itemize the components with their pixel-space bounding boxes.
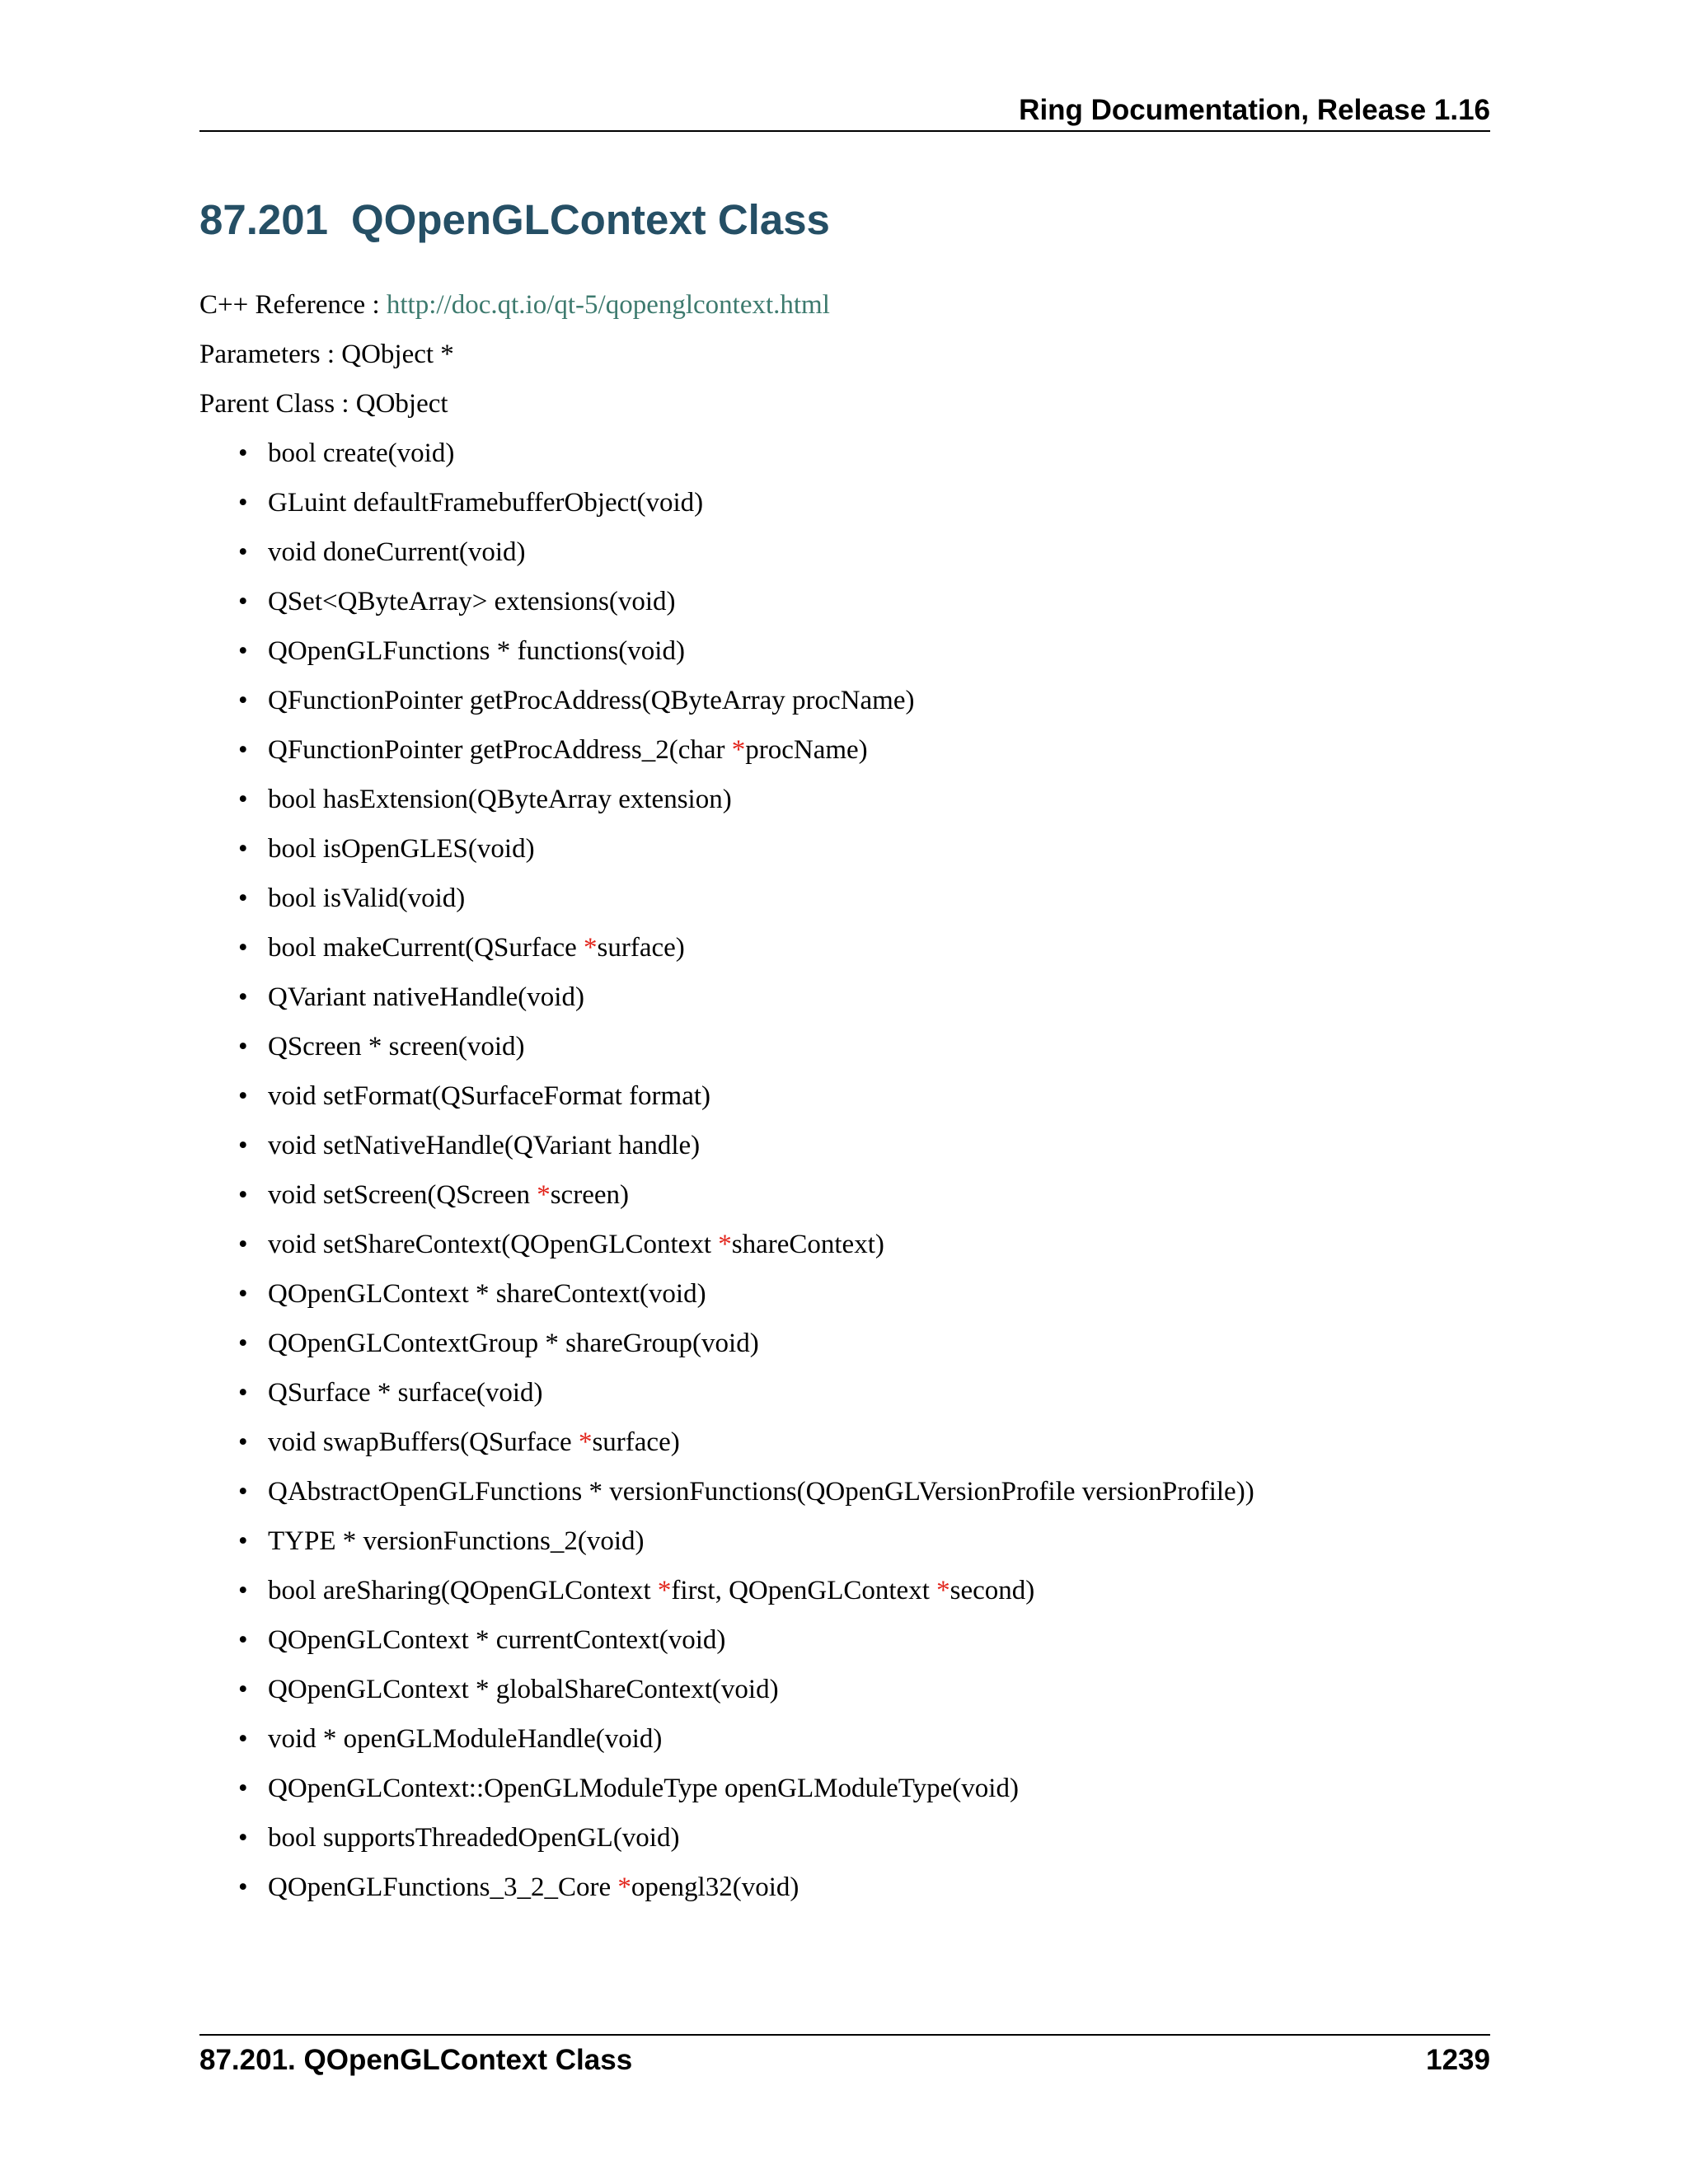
method-signature-text: shareContext)	[731, 1230, 884, 1259]
bullet-icon: •	[238, 1032, 248, 1062]
method-signature-text: second)	[950, 1576, 1035, 1605]
bullet-icon: •	[238, 636, 248, 666]
header-divider	[199, 130, 1490, 132]
bullet-icon: •	[238, 1774, 248, 1803]
pointer-star: *	[584, 933, 598, 963]
method-item	[199, 1764, 1254, 1813]
running-header: Ring Documentation, Release 1.16	[1019, 94, 1490, 126]
bullet-icon: •	[238, 1526, 248, 1556]
method-signature-text: bool create(void)	[268, 438, 455, 468]
cpp-reference-link[interactable]: http://doc.qt.io/qt-5/qopenglcontext.html	[386, 290, 830, 320]
pointer-star: *	[657, 1576, 672, 1605]
method-signature-text: bool isOpenGLES(void)	[268, 834, 535, 864]
method-signature-text: QOpenGLFunctions_3_2_Core	[268, 1872, 618, 1902]
method-item	[199, 824, 1254, 874]
method-item	[199, 1467, 1254, 1516]
method-item	[199, 725, 1254, 775]
method-item	[199, 577, 1254, 626]
parent-class-line: Parent Class : QObject	[199, 389, 448, 419]
bullet-icon: •	[238, 1724, 248, 1754]
method-item	[199, 1665, 1254, 1714]
method-signature-text: void setShareContext(QOpenGLContext	[268, 1230, 719, 1259]
bullet-icon: •	[238, 1081, 248, 1111]
parameters-line: Parameters : QObject *	[199, 340, 454, 369]
method-signature-text: bool isValid(void)	[268, 883, 466, 913]
method-item	[199, 1516, 1254, 1566]
method-signature-text: surface)	[597, 933, 685, 963]
method-item	[199, 1170, 1254, 1220]
method-signature-text: QSet<QByteArray> extensions(void)	[268, 587, 676, 616]
method-signature-text: QAbstractOpenGLFunctions * versionFunctions(QOpenGLVersionProfile versionProfile))	[268, 1477, 1254, 1507]
bullet-icon: •	[238, 488, 248, 518]
method-item	[199, 478, 1254, 527]
bullet-icon: •	[238, 537, 248, 567]
page-number: 1239	[1426, 2044, 1490, 2076]
bullet-icon: •	[238, 1180, 248, 1210]
method-signature-text: bool hasExtension(QByteArray extension)	[268, 785, 732, 814]
method-item	[199, 626, 1254, 676]
method-signature-text: QOpenGLContext * shareContext(void)	[268, 1279, 706, 1309]
method-item	[199, 1220, 1254, 1269]
method-signature-text: bool areSharing(QOpenGLContext	[268, 1576, 658, 1605]
section-number: 87.201	[199, 196, 328, 243]
method-signature-text: QOpenGLContextGroup * shareGroup(void)	[268, 1329, 759, 1358]
method-item	[199, 1022, 1254, 1071]
method-signature-text: screen)	[550, 1180, 629, 1210]
method-signature-text: QSurface * surface(void)	[268, 1378, 543, 1408]
bullet-icon: •	[238, 587, 248, 616]
method-item	[199, 1368, 1254, 1418]
method-signature-text: first, QOpenGLContext	[671, 1576, 937, 1605]
cpp-reference-label: C++ Reference :	[199, 290, 387, 320]
bullet-icon: •	[238, 933, 248, 963]
class-meta	[199, 280, 830, 429]
cpp-reference-line	[199, 280, 830, 330]
method-item	[199, 1269, 1254, 1319]
method-signature-text: TYPE * versionFunctions_2(void)	[268, 1526, 645, 1556]
bullet-icon: •	[238, 1329, 248, 1358]
pointer-star: *	[731, 735, 746, 765]
method-item	[199, 429, 1254, 478]
method-list	[199, 429, 1254, 1912]
method-signature-text: void setScreen(QScreen	[268, 1180, 537, 1210]
bullet-icon: •	[238, 686, 248, 715]
method-item	[199, 1071, 1254, 1121]
method-signature-text: QVariant nativeHandle(void)	[268, 982, 584, 1012]
footer-divider	[199, 2034, 1490, 2036]
bullet-icon: •	[238, 785, 248, 814]
bullet-icon: •	[238, 1230, 248, 1259]
pointer-star: *	[578, 1427, 593, 1457]
method-signature-text: QOpenGLContext * currentContext(void)	[268, 1625, 726, 1655]
footer-section-ref: 87.201. QOpenGLContext Class	[199, 2044, 633, 2076]
bullet-icon: •	[238, 883, 248, 913]
bullet-icon: •	[238, 735, 248, 765]
bullet-icon: •	[238, 1427, 248, 1457]
method-item	[199, 1863, 1254, 1912]
method-signature-text: QOpenGLContext::OpenGLModuleType openGLModuleType(void)	[268, 1774, 1019, 1803]
method-item	[199, 676, 1254, 725]
bullet-icon: •	[238, 1675, 248, 1704]
pointer-star: *	[718, 1230, 732, 1259]
bullet-icon: •	[238, 1625, 248, 1655]
method-signature-text: void * openGLModuleHandle(void)	[268, 1724, 663, 1754]
method-signature-text: void doneCurrent(void)	[268, 537, 526, 567]
method-item	[199, 1714, 1254, 1764]
method-signature-text: GLuint defaultFramebufferObject(void)	[268, 488, 704, 518]
bullet-icon: •	[238, 1378, 248, 1408]
method-signature-text: bool makeCurrent(QSurface	[268, 933, 584, 963]
method-signature-text: opengl32(void)	[631, 1872, 799, 1902]
method-signature-text: QOpenGLFunctions * functions(void)	[268, 636, 685, 666]
method-signature-text: bool supportsThreadedOpenGL(void)	[268, 1823, 680, 1853]
pointer-star: *	[617, 1872, 631, 1902]
method-signature-text: QFunctionPointer getProcAddress_2(char	[268, 735, 732, 765]
method-item	[199, 527, 1254, 577]
bullet-icon: •	[238, 982, 248, 1012]
method-item	[199, 1319, 1254, 1368]
method-item	[199, 972, 1254, 1022]
method-signature-text: void swapBuffers(QSurface	[268, 1427, 579, 1457]
method-signature-text: QScreen * screen(void)	[268, 1032, 525, 1062]
bullet-icon: •	[238, 834, 248, 864]
method-signature-text: surface)	[592, 1427, 680, 1457]
bullet-icon: •	[238, 1823, 248, 1853]
pointer-star: *	[936, 1576, 950, 1605]
method-item	[199, 1418, 1254, 1467]
method-item	[199, 874, 1254, 923]
bullet-icon: •	[238, 1477, 248, 1507]
bullet-icon: •	[238, 1872, 248, 1902]
method-signature-text: QFunctionPointer getProcAddress(QByteArray procName)	[268, 686, 915, 715]
section-title-text: QOpenGLContext Class	[351, 196, 830, 243]
method-item	[199, 1615, 1254, 1665]
method-signature-text: void setFormat(QSurfaceFormat format)	[268, 1081, 711, 1111]
bullet-icon: •	[238, 1279, 248, 1309]
bullet-icon: •	[238, 1131, 248, 1160]
method-signature-text: procName)	[745, 735, 868, 765]
method-signature-text: QOpenGLContext * globalShareContext(void)	[268, 1675, 779, 1704]
method-item	[199, 1566, 1254, 1615]
method-item	[199, 1121, 1254, 1170]
bullet-icon: •	[238, 438, 248, 468]
pointer-star: *	[537, 1180, 551, 1210]
method-signature-text: void setNativeHandle(QVariant handle)	[268, 1131, 701, 1160]
method-item	[199, 1813, 1254, 1863]
section-title	[199, 191, 830, 249]
method-item	[199, 775, 1254, 824]
bullet-icon: •	[238, 1576, 248, 1605]
method-item	[199, 923, 1254, 972]
page-footer	[199, 2039, 1490, 2082]
